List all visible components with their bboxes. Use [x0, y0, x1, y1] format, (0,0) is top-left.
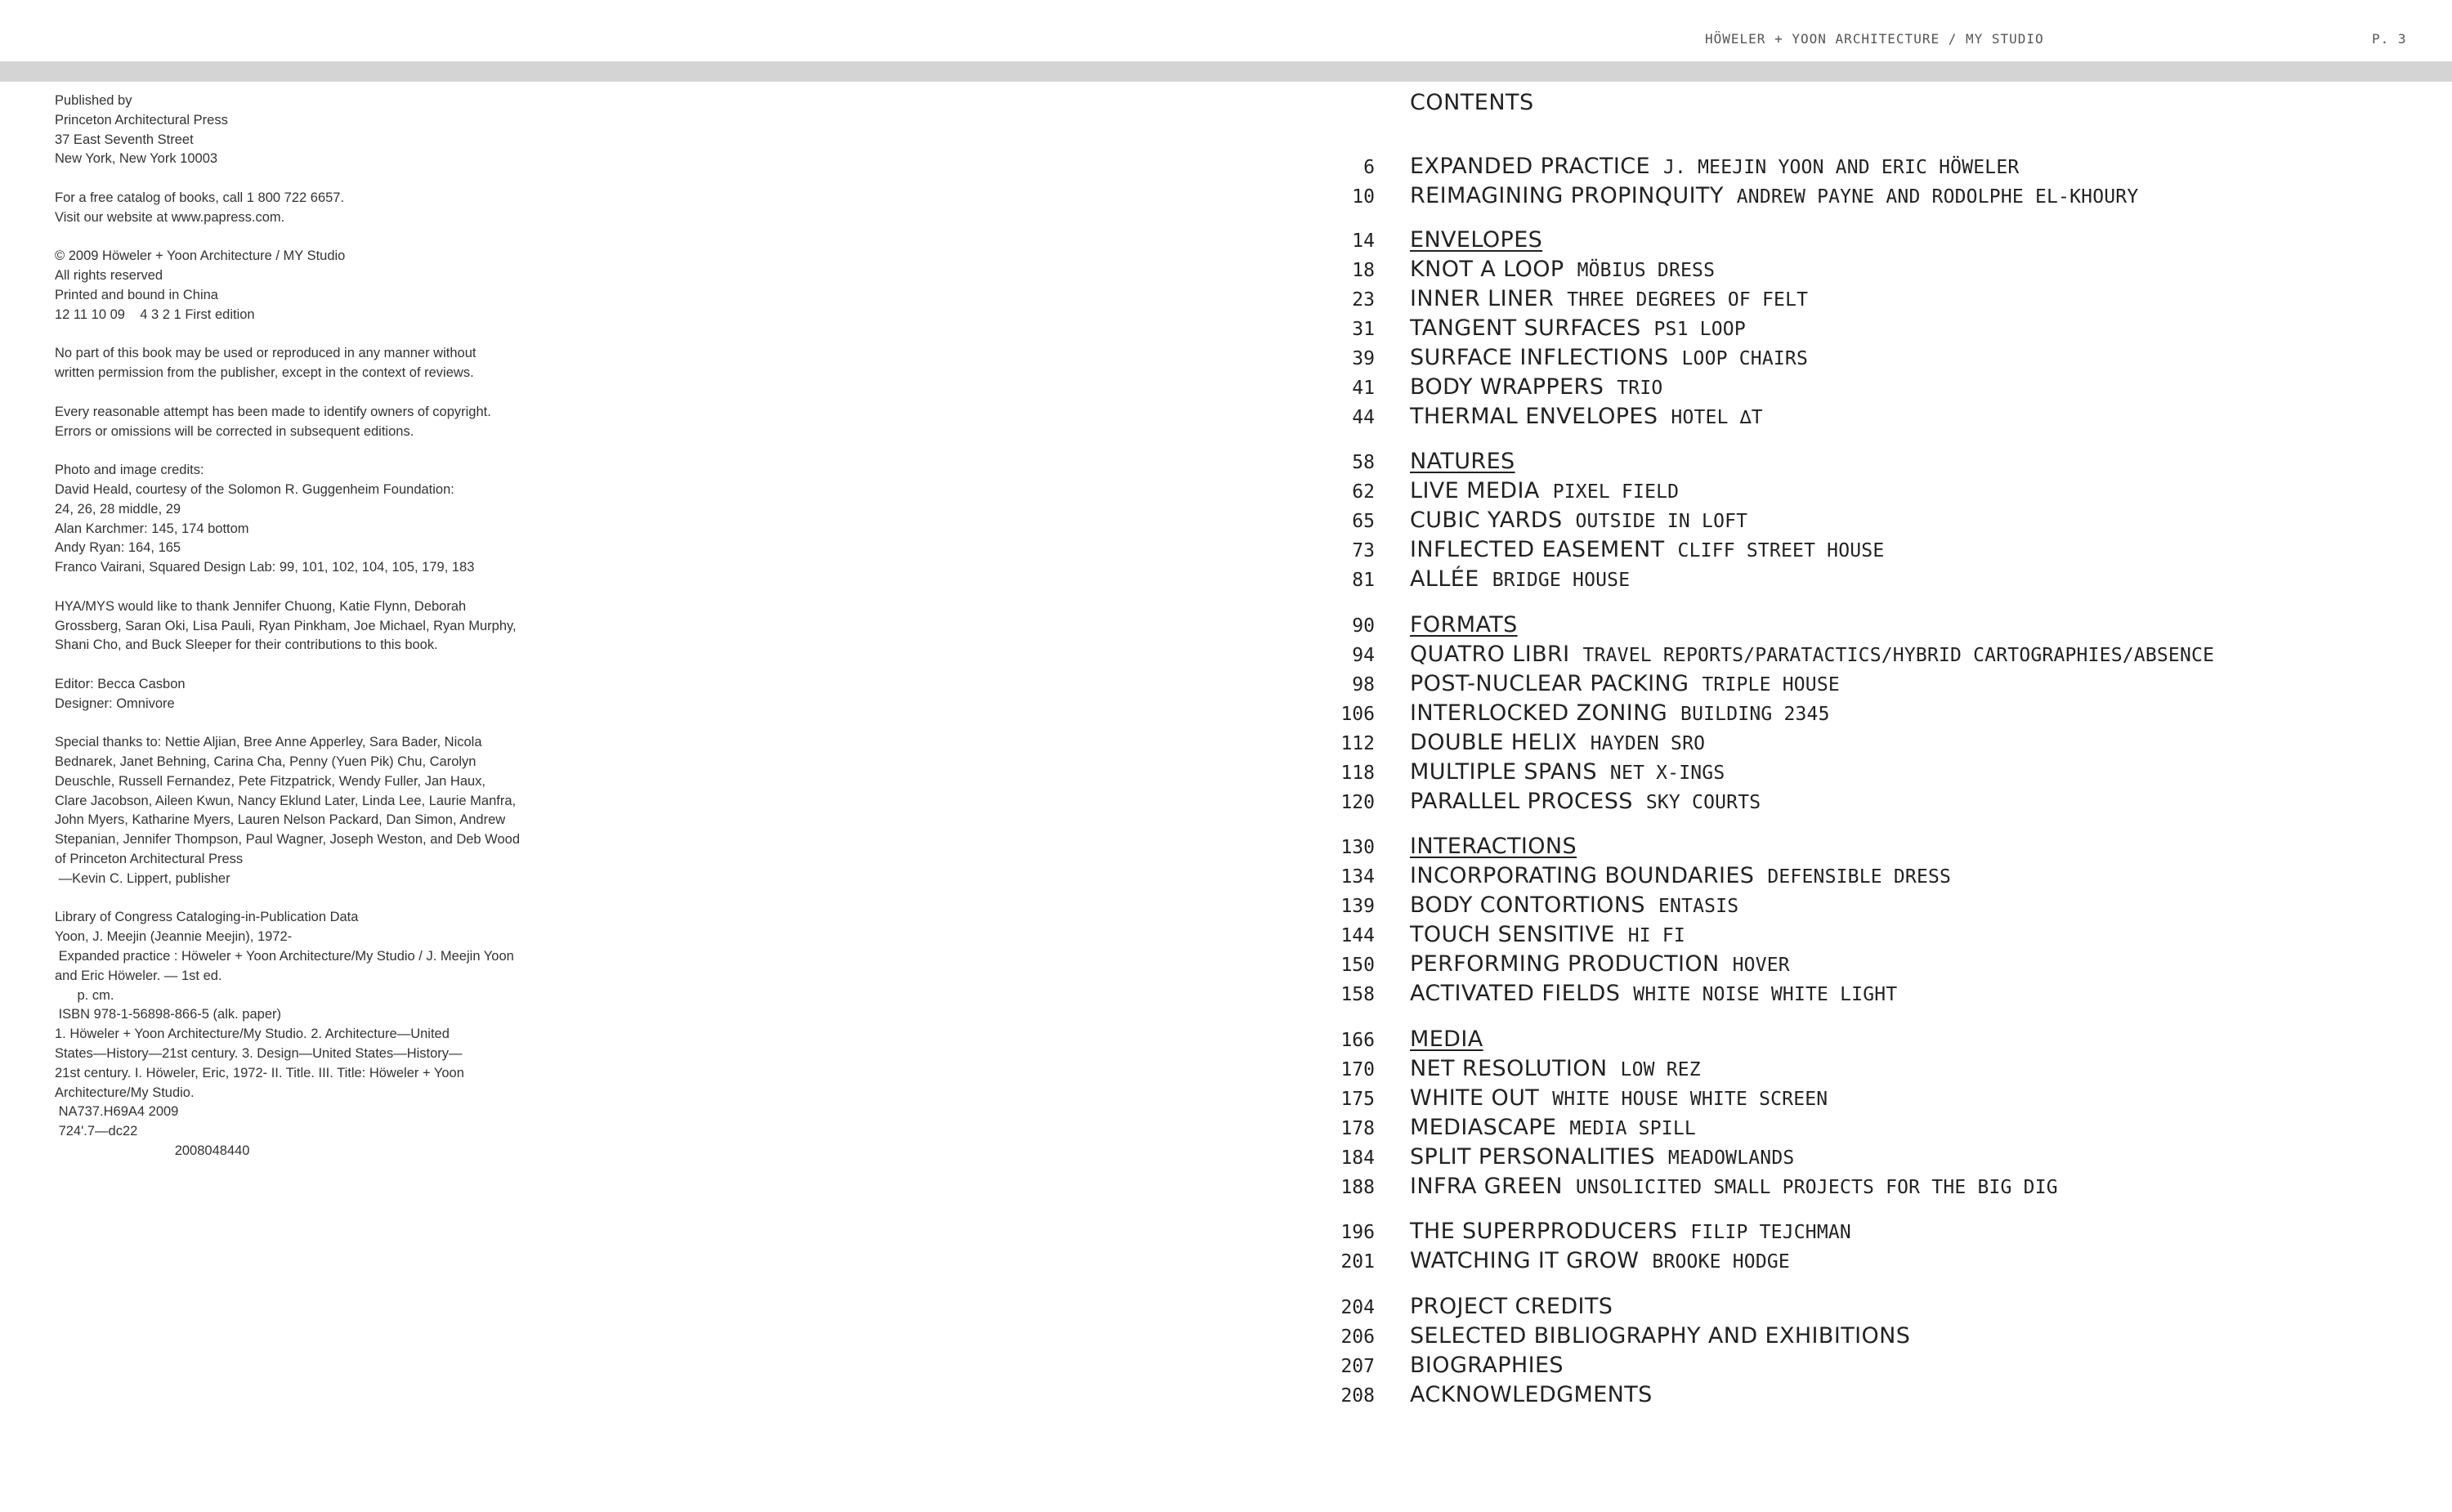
colophon-line: written permission from the publisher, except in the context of reviews.	[55, 365, 474, 381]
toc-page-number: 14	[1352, 230, 1375, 252]
toc-page-number: 184	[1340, 1147, 1375, 1169]
toc-title	[1410, 1219, 1851, 1244]
colophon-paragraph	[55, 461, 586, 578]
toc-subtitle: WHITE NOISE WHITE LIGHT	[1633, 984, 1898, 1005]
toc-page-number: 144	[1340, 925, 1375, 946]
colophon-line: 12 11 10 09 4 3 2 1 First edition	[55, 306, 255, 322]
colophon-line: Printed and bound in China	[55, 287, 218, 302]
toc-page-number: 170	[1340, 1059, 1375, 1080]
toc-title	[1410, 1085, 1828, 1111]
toc-subtitle: TRAVEL REPORTS/PARATACTICS/HYBRID CARTOGRAPHIES/ABSENCE	[1582, 645, 2215, 666]
header-band	[0, 61, 2452, 82]
toc-title	[1410, 1115, 1696, 1140]
colophon-line: Clare Jacobson, Aileen Kwun, Nancy Eklund Later, Linda Lee, Laurie Manfra,	[55, 793, 517, 808]
toc-title-text: BODY WRAPPERS	[1410, 374, 1604, 400]
toc-subtitle: ENTASIS	[1658, 896, 1739, 917]
toc-subtitle: DEFENSIBLE DRESS	[1767, 866, 1952, 888]
toc-title	[1410, 951, 1790, 977]
toc-title-text: FORMATS	[1410, 612, 1518, 637]
colophon-line: Architecture/My Studio.	[55, 1085, 195, 1100]
toc-subtitle: J. MEEJIN YOON AND ERIC HÖWELER	[1662, 157, 2020, 178]
toc-title-text: WHITE OUT	[1410, 1085, 1540, 1111]
page-number: P. 3	[2372, 31, 2407, 47]
toc-title-text: CUBIC YARDS	[1410, 508, 1563, 533]
toc-page-number: 150	[1340, 955, 1375, 976]
toc-page-number: 94	[1352, 645, 1375, 666]
toc-title	[1410, 257, 1715, 282]
toc-title	[1410, 374, 1662, 400]
toc-title-text: LIVE MEDIA	[1410, 478, 1540, 503]
toc-title-text: NET RESOLUTION	[1410, 1056, 1608, 1081]
toc-page-number: 44	[1352, 407, 1375, 428]
colophon-paragraph	[55, 403, 586, 442]
toc-title-text: THERMAL ENVELOPES	[1410, 404, 1658, 429]
toc-title	[1410, 1248, 1790, 1273]
toc-title-text: INTERACTIONS	[1410, 834, 1577, 859]
toc-title	[1410, 642, 2214, 667]
toc-title-text: MEDIA	[1410, 1027, 1483, 1052]
toc-page-number: 81	[1352, 570, 1375, 591]
toc-title	[1410, 700, 1830, 726]
contents-heading: CONTENTS	[1410, 90, 1534, 115]
toc-page-number: 175	[1340, 1089, 1375, 1110]
toc-title-text: EXPANDED PRACTICE	[1410, 154, 1650, 179]
toc-title	[1410, 345, 1808, 370]
toc-title	[1410, 315, 1746, 341]
toc-subtitle: TRIPLE HOUSE	[1702, 674, 1840, 696]
colophon-line: Alan Karchmer: 145, 174 bottom	[55, 521, 249, 536]
toc-title-text: BIOGRAPHIES	[1410, 1353, 1564, 1378]
toc-subtitle: PS1 LOOP	[1653, 319, 1746, 340]
colophon-line: Expanded practice : Höweler + Yoon Architecture/My Studio / J. Meejin Yoon	[55, 949, 514, 964]
toc-section-heading	[1410, 834, 1577, 859]
toc-title-text: INFRA GREEN	[1410, 1174, 1563, 1199]
colophon-line: Published by	[55, 93, 132, 108]
toc-title	[1410, 1323, 1910, 1349]
colophon-line: John Myers, Katharine Myers, Lauren Nelson Packard, Dan Simon, Andrew	[55, 812, 506, 828]
colophon-line: Princeton Architectural Press	[55, 112, 228, 127]
toc-page-number: 196	[1340, 1222, 1375, 1243]
toc-title	[1410, 759, 1725, 785]
toc-subtitle: PIXEL FIELD	[1552, 481, 1680, 503]
toc-page-number: 188	[1340, 1177, 1375, 1198]
toc-title	[1410, 537, 1884, 562]
toc-title	[1410, 154, 2019, 179]
toc-subtitle: TRIO	[1617, 378, 1663, 399]
toc-title-text: MULTIPLE SPANS	[1410, 759, 1597, 785]
toc-subtitle: HI FI	[1627, 925, 1685, 946]
toc-title-text: SPLIT PERSONALITIES	[1410, 1144, 1655, 1170]
toc-title	[1410, 1174, 2058, 1199]
toc-page-number: 23	[1352, 289, 1375, 311]
toc-page-number: 73	[1352, 540, 1375, 561]
toc-page-number: 201	[1340, 1251, 1375, 1273]
colophon-line: Every reasonable attempt has been made to identify owners of copyright.	[55, 404, 491, 419]
toc-subtitle: HAYDEN SRO	[1590, 733, 1706, 754]
toc-subtitle: MÖBIUS DRESS	[1577, 260, 1716, 281]
colophon-line: States—History—21st century. 3. Design—United States—History—	[55, 1046, 463, 1062]
toc-title-text: SURFACE INFLECTIONS	[1410, 345, 1669, 370]
toc-subtitle: MEDIA SPILL	[1569, 1118, 1696, 1139]
toc-subtitle: WHITE HOUSE WHITE SCREEN	[1552, 1089, 1828, 1110]
colophon-line: Yoon, J. Meejin (Jeannie Meejin), 1972-	[55, 929, 293, 945]
toc-title	[1410, 1294, 1613, 1319]
toc-title-text: DOUBLE HELIX	[1410, 730, 1577, 755]
running-head: HÖWELER + YOON ARCHITECTURE / MY STUDIO	[1705, 31, 2044, 47]
toc-title	[1410, 863, 1951, 888]
toc-page-number: 206	[1340, 1326, 1375, 1348]
toc-title-text: INTERLOCKED ZONING	[1410, 700, 1668, 726]
toc-title-text: PARALLEL PROCESS	[1410, 789, 1633, 814]
toc-subtitle: BUILDING 2345	[1680, 704, 1830, 725]
colophon-line: —Kevin C. Lippert, publisher	[55, 870, 230, 886]
toc-subtitle: CLIFF STREET HOUSE	[1677, 540, 1885, 561]
colophon-line: Shani Cho, and Buck Sleeper for their contributions to this book.	[55, 637, 438, 653]
toc-title	[1410, 508, 1747, 533]
toc-title	[1410, 789, 1761, 814]
colophon-line: 724'.7—dc22	[55, 1124, 138, 1139]
toc-title-text: TANGENT SURFACES	[1410, 315, 1641, 341]
colophon-paragraph	[55, 247, 586, 324]
colophon-line: 21st century. I. Höweler, Eric, 1972- II. Title. III. Title: Höweler + Yoon	[55, 1065, 464, 1080]
toc-subtitle: SKY COURTS	[1645, 792, 1761, 813]
toc-title	[1410, 1144, 1794, 1170]
colophon-line: Stepanian, Jennifer Thompson, Paul Wagner, Joseph Weston, and Deb Wood	[55, 832, 520, 848]
colophon-line: Deuschle, Russell Fernandez, Pete Fitzpatrick, Wendy Fuller, Jan Haux,	[55, 773, 486, 789]
toc-page-number: 98	[1352, 674, 1375, 696]
toc-subtitle: NET X-INGS	[1609, 763, 1725, 784]
toc-page-number: 31	[1352, 319, 1375, 340]
colophon-line: © 2009 Höweler + Yoon Architecture / MY Studio	[55, 248, 346, 264]
toc-title-text: TOUCH SENSITIVE	[1410, 922, 1615, 947]
toc-title-text: ENVELOPES	[1410, 227, 1543, 253]
toc-title-text: QUATRO LIBRI	[1410, 642, 1570, 667]
toc-title	[1410, 671, 1840, 696]
colophon-paragraph	[55, 908, 586, 1161]
colophon-line: David Heald, courtesy of the Solomon R. Guggenheim Foundation:	[55, 481, 454, 497]
toc-page-number: 134	[1340, 866, 1375, 888]
toc-title-text: PERFORMING PRODUCTION	[1410, 951, 1720, 977]
colophon-line: No part of this book may be used or reproduced in any manner without	[55, 346, 477, 361]
colophon-paragraph	[55, 92, 586, 169]
toc-subtitle: BROOKE HODGE	[1652, 1251, 1790, 1273]
toc-title-text: KNOT A LOOP	[1410, 257, 1564, 282]
toc-page-number: 90	[1352, 615, 1375, 637]
toc-subtitle: LOW REZ	[1620, 1059, 1701, 1080]
toc-title-text: NATURES	[1410, 449, 1515, 474]
toc-page-number: 139	[1340, 896, 1375, 917]
colophon-line: 1. Höweler + Yoon Architecture/My Studio. 2. Architecture—United	[55, 1027, 450, 1042]
toc-title-text: PROJECT CREDITS	[1410, 1294, 1613, 1319]
colophon-line: Library of Congress Cataloging-in-Publication Data	[55, 910, 359, 925]
colophon-line: Special thanks to: Nettie Aljian, Bree Anne Apperley, Sara Bader, Nicola	[55, 735, 482, 750]
colophon-line: Andy Ryan: 164, 165	[55, 540, 181, 556]
colophon-line: Bednarek, Janet Behning, Carina Cha, Penny (Yuen Pik) Chu, Carolyn	[55, 754, 477, 770]
colophon-line: and Eric Höweler. — 1st ed.	[55, 968, 222, 983]
toc-subtitle: HOTEL ∆T	[1671, 407, 1763, 428]
toc-title	[1410, 286, 1808, 311]
colophon-line: Photo and image credits:	[55, 463, 204, 478]
colophon-line: ISBN 978-1-56898-866-5 (alk. paper)	[55, 1007, 281, 1022]
toc-title-text: INNER LINER	[1410, 286, 1555, 311]
toc-title-text: ACKNOWLEDGMENTS	[1410, 1382, 1653, 1407]
toc-section-heading	[1410, 227, 1542, 253]
colophon-line: Grossberg, Saran Oki, Lisa Pauli, Ryan Pinkham, Joe Michael, Ryan Murphy,	[55, 618, 517, 633]
colophon-line: 37 East Seventh Street	[55, 132, 194, 147]
toc-page-number: 106	[1340, 704, 1375, 725]
toc-section-heading	[1410, 1027, 1483, 1052]
toc-title	[1410, 183, 2138, 208]
toc-page-number: 39	[1352, 348, 1375, 369]
toc-page-number: 166	[1340, 1030, 1375, 1051]
colophon-line: New York, New York 10003	[55, 151, 218, 167]
colophon-line: Designer: Omnivore	[55, 696, 175, 711]
toc-page-number: 18	[1352, 260, 1375, 281]
toc-subtitle: OUTSIDE IN LOFT	[1575, 511, 1748, 532]
toc-page-number: 208	[1340, 1385, 1375, 1407]
toc-title	[1410, 1382, 1653, 1407]
toc-section-heading	[1410, 612, 1518, 637]
toc-subtitle: ANDREW PAYNE AND RODOLPHE EL-KHOURY	[1736, 186, 2139, 208]
colophon-line: p. cm.	[55, 987, 114, 1003]
colophon-line: Editor: Becca Casbon	[55, 676, 186, 691]
toc-page-number: 10	[1352, 186, 1375, 208]
toc-title-text: MEDIASCAPE	[1410, 1115, 1557, 1140]
toc-title-text: POST-NUCLEAR PACKING	[1410, 671, 1689, 696]
colophon-line: 24, 26, 28 middle, 29	[55, 501, 181, 517]
toc-title-text: ACTIVATED FIELDS	[1410, 981, 1621, 1006]
toc-subtitle: LOOP CHAIRS	[1681, 348, 1809, 369]
toc-page-number: 6	[1363, 157, 1375, 178]
colophon-line: 2008048440	[55, 1143, 250, 1159]
toc-subtitle: THREE DEGREES OF FELT	[1567, 289, 1809, 311]
colophon-paragraph	[55, 597, 586, 655]
toc-title	[1410, 981, 1897, 1006]
toc-title-text: ALLÉE	[1410, 566, 1479, 592]
colophon-line: HYA/MYS would like to thank Jennifer Chuong, Katie Flynn, Deborah	[55, 598, 467, 614]
toc-title	[1410, 1056, 1701, 1081]
toc-title	[1410, 404, 1763, 429]
toc-page-number: 207	[1340, 1356, 1375, 1377]
colophon-paragraph	[55, 675, 586, 714]
colophon-paragraph	[55, 189, 586, 228]
toc-subtitle: UNSOLICITED SMALL PROJECTS FOR THE BIG DIG	[1575, 1177, 2058, 1198]
toc-page-number: 62	[1352, 481, 1375, 503]
toc-page-number: 41	[1352, 378, 1375, 399]
toc-title	[1410, 1353, 1564, 1378]
toc-title-text: INCORPORATING BOUNDARIES	[1410, 863, 1755, 888]
toc-page-number: 130	[1340, 837, 1375, 858]
toc-title	[1410, 730, 1705, 755]
colophon-line: Franco Vairani, Squared Design Lab: 99, 101, 102, 104, 105, 179, 183	[55, 560, 475, 575]
colophon-line: Errors or omissions will be corrected in subsequent editions.	[55, 423, 414, 439]
toc-page-number: 120	[1340, 792, 1375, 813]
toc-page-number: 65	[1352, 511, 1375, 532]
colophon-line: For a free catalog of books, call 1 800 722 6657.	[55, 190, 345, 205]
toc-subtitle: MEADOWLANDS	[1667, 1147, 1795, 1169]
colophon-paragraph	[55, 733, 586, 888]
toc-title-text: REIMAGINING PROPINQUITY	[1410, 183, 1724, 208]
toc-page-number: 58	[1352, 452, 1375, 473]
toc-page-number: 118	[1340, 763, 1375, 784]
toc-title	[1410, 892, 1738, 918]
toc-subtitle: BRIDGE HOUSE	[1492, 570, 1631, 591]
colophon-line: All rights reserved	[55, 268, 163, 284]
toc-title-text: BODY CONTORTIONS	[1410, 892, 1645, 918]
toc-subtitle: HOVER	[1732, 955, 1790, 976]
colophon-paragraph	[55, 344, 586, 383]
colophon-line: NA737.H69A4 2009	[55, 1104, 179, 1120]
colophon	[55, 92, 586, 1181]
toc-title-text: THE SUPERPRODUCERS	[1410, 1219, 1678, 1244]
toc-page-number: 112	[1340, 733, 1375, 754]
toc-section-heading	[1410, 449, 1515, 474]
colophon-line: Visit our website at www.papress.com.	[55, 209, 285, 225]
colophon-line: of Princeton Architectural Press	[55, 852, 244, 867]
toc-title	[1410, 922, 1685, 947]
toc-title-text: WATCHING IT GROW	[1410, 1248, 1640, 1273]
toc-page-number: 158	[1340, 984, 1375, 1005]
toc-title	[1410, 566, 1630, 592]
toc-page-number: 178	[1340, 1118, 1375, 1139]
toc-subtitle: FILIP TEJCHMAN	[1690, 1222, 1851, 1243]
toc-title	[1410, 478, 1679, 503]
toc-title-text: SELECTED BIBLIOGRAPHY AND EXHIBITIONS	[1410, 1323, 1911, 1349]
toc-title-text: INFLECTED EASEMENT	[1410, 537, 1665, 562]
toc-page-number: 204	[1340, 1297, 1375, 1318]
